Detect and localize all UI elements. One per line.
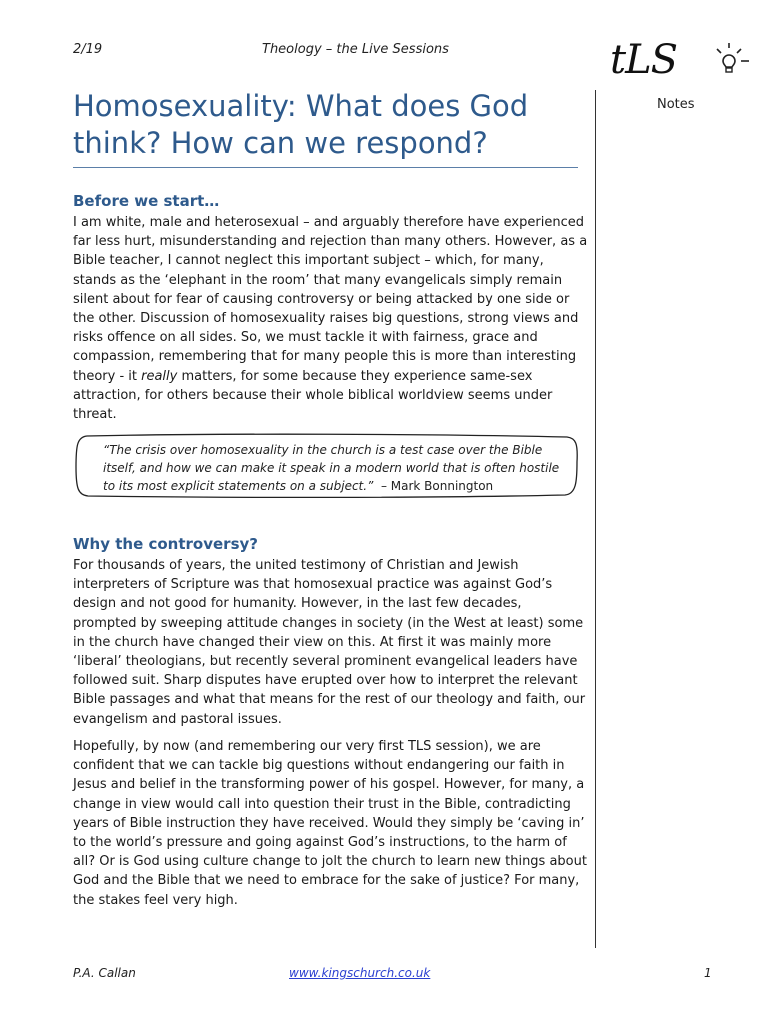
title-underline [73,167,578,168]
controversy-paragraph-2: Hopefully, by now (and remembering our very first TLS session), we are confident that we can tackle big questions without endangering our faith in Jesus and belief in the transforming power of his gospel. However, for many, a change in view would call into question their trust in the Bible, contradicting years of Bible instruction they have received. Would they simply be ‘caving in’ to the world’s pressure and going against God’s instructions, to the harm of all? Or is God using culture change to jolt the church to learn new things about God and the Bible that we need to embrace for the sake of justice? For many, the stakes feel very high. [73,739,587,908]
logo-text: tLS [610,37,678,83]
section-heading-before-we-start: Before we start… [73,192,220,210]
quote-text-block [103,441,573,495]
intro-emphasis: really [141,368,178,384]
notes-column-label: Notes [657,97,695,112]
lightbulb-icon [714,42,754,80]
footer-website-link[interactable]: www.kingschurch.co.uk [289,966,431,980]
intro-paragraph [73,213,588,424]
intro-text-end: matters, for some because they experience same-sex attraction, for others because their whole biblical worldview seems under threat. [73,368,553,423]
section-heading-why-controversy: Why the controversy? [73,535,258,553]
intro-text-start: I am white, male and heterosexual – and arguably therefore have experienced far less hurt, misunderstanding and rejection than many others. However, as a Bible teacher, I cannot neglect this important subject – which, for many, stands as the ‘elephant in the room’ that many evangelicals simply remain silent about for fear of causing controversy or being attacked by one side or the other. Discussion of homosexuality raises big questions, strong views and risks offence on all sides. So, we must tackle it with fairness, grace and compassion, remembering that for many people this is more than interesting theory - it [73,215,588,384]
page-reference: 2/19 [73,42,103,57]
notes-divider [595,90,596,948]
tls-logo [610,38,760,88]
quote-author: – Mark Bonnington [380,479,494,493]
series-title: Theology – the Live Sessions [262,42,449,57]
quote-callout [73,432,580,500]
page-title: Homosexuality: What does God think? How can we respond? [73,89,529,160]
footer-page-number: 1 [704,966,712,980]
footer-author: P.A. Callan [73,966,136,980]
quote-text: “The crisis over homosexuality in the church is a test case over the Bible itself, and how we can make it speak in a modern world that is often hostile to its most explicit statements on a subject.” [103,443,560,493]
controversy-paragraph-1: For thousands of years, the united testimony of Christian and Jewish interpreters of Scripture was that homosexual practice was against God’s design and not good for humanity. However, in the last few decades, prompted by sweeping attitude changes in society (in the West at least) some in the church have changed their view on this. At first it was mainly more ‘liberal’ theologians, but recently several prominent evangelical leaders have followed suit. Sharp disputes have erupted over how to interpret the relevant Bible passages and what that means for the rest of our theology and faith, our evangelism and pastoral issues. [73,558,586,727]
